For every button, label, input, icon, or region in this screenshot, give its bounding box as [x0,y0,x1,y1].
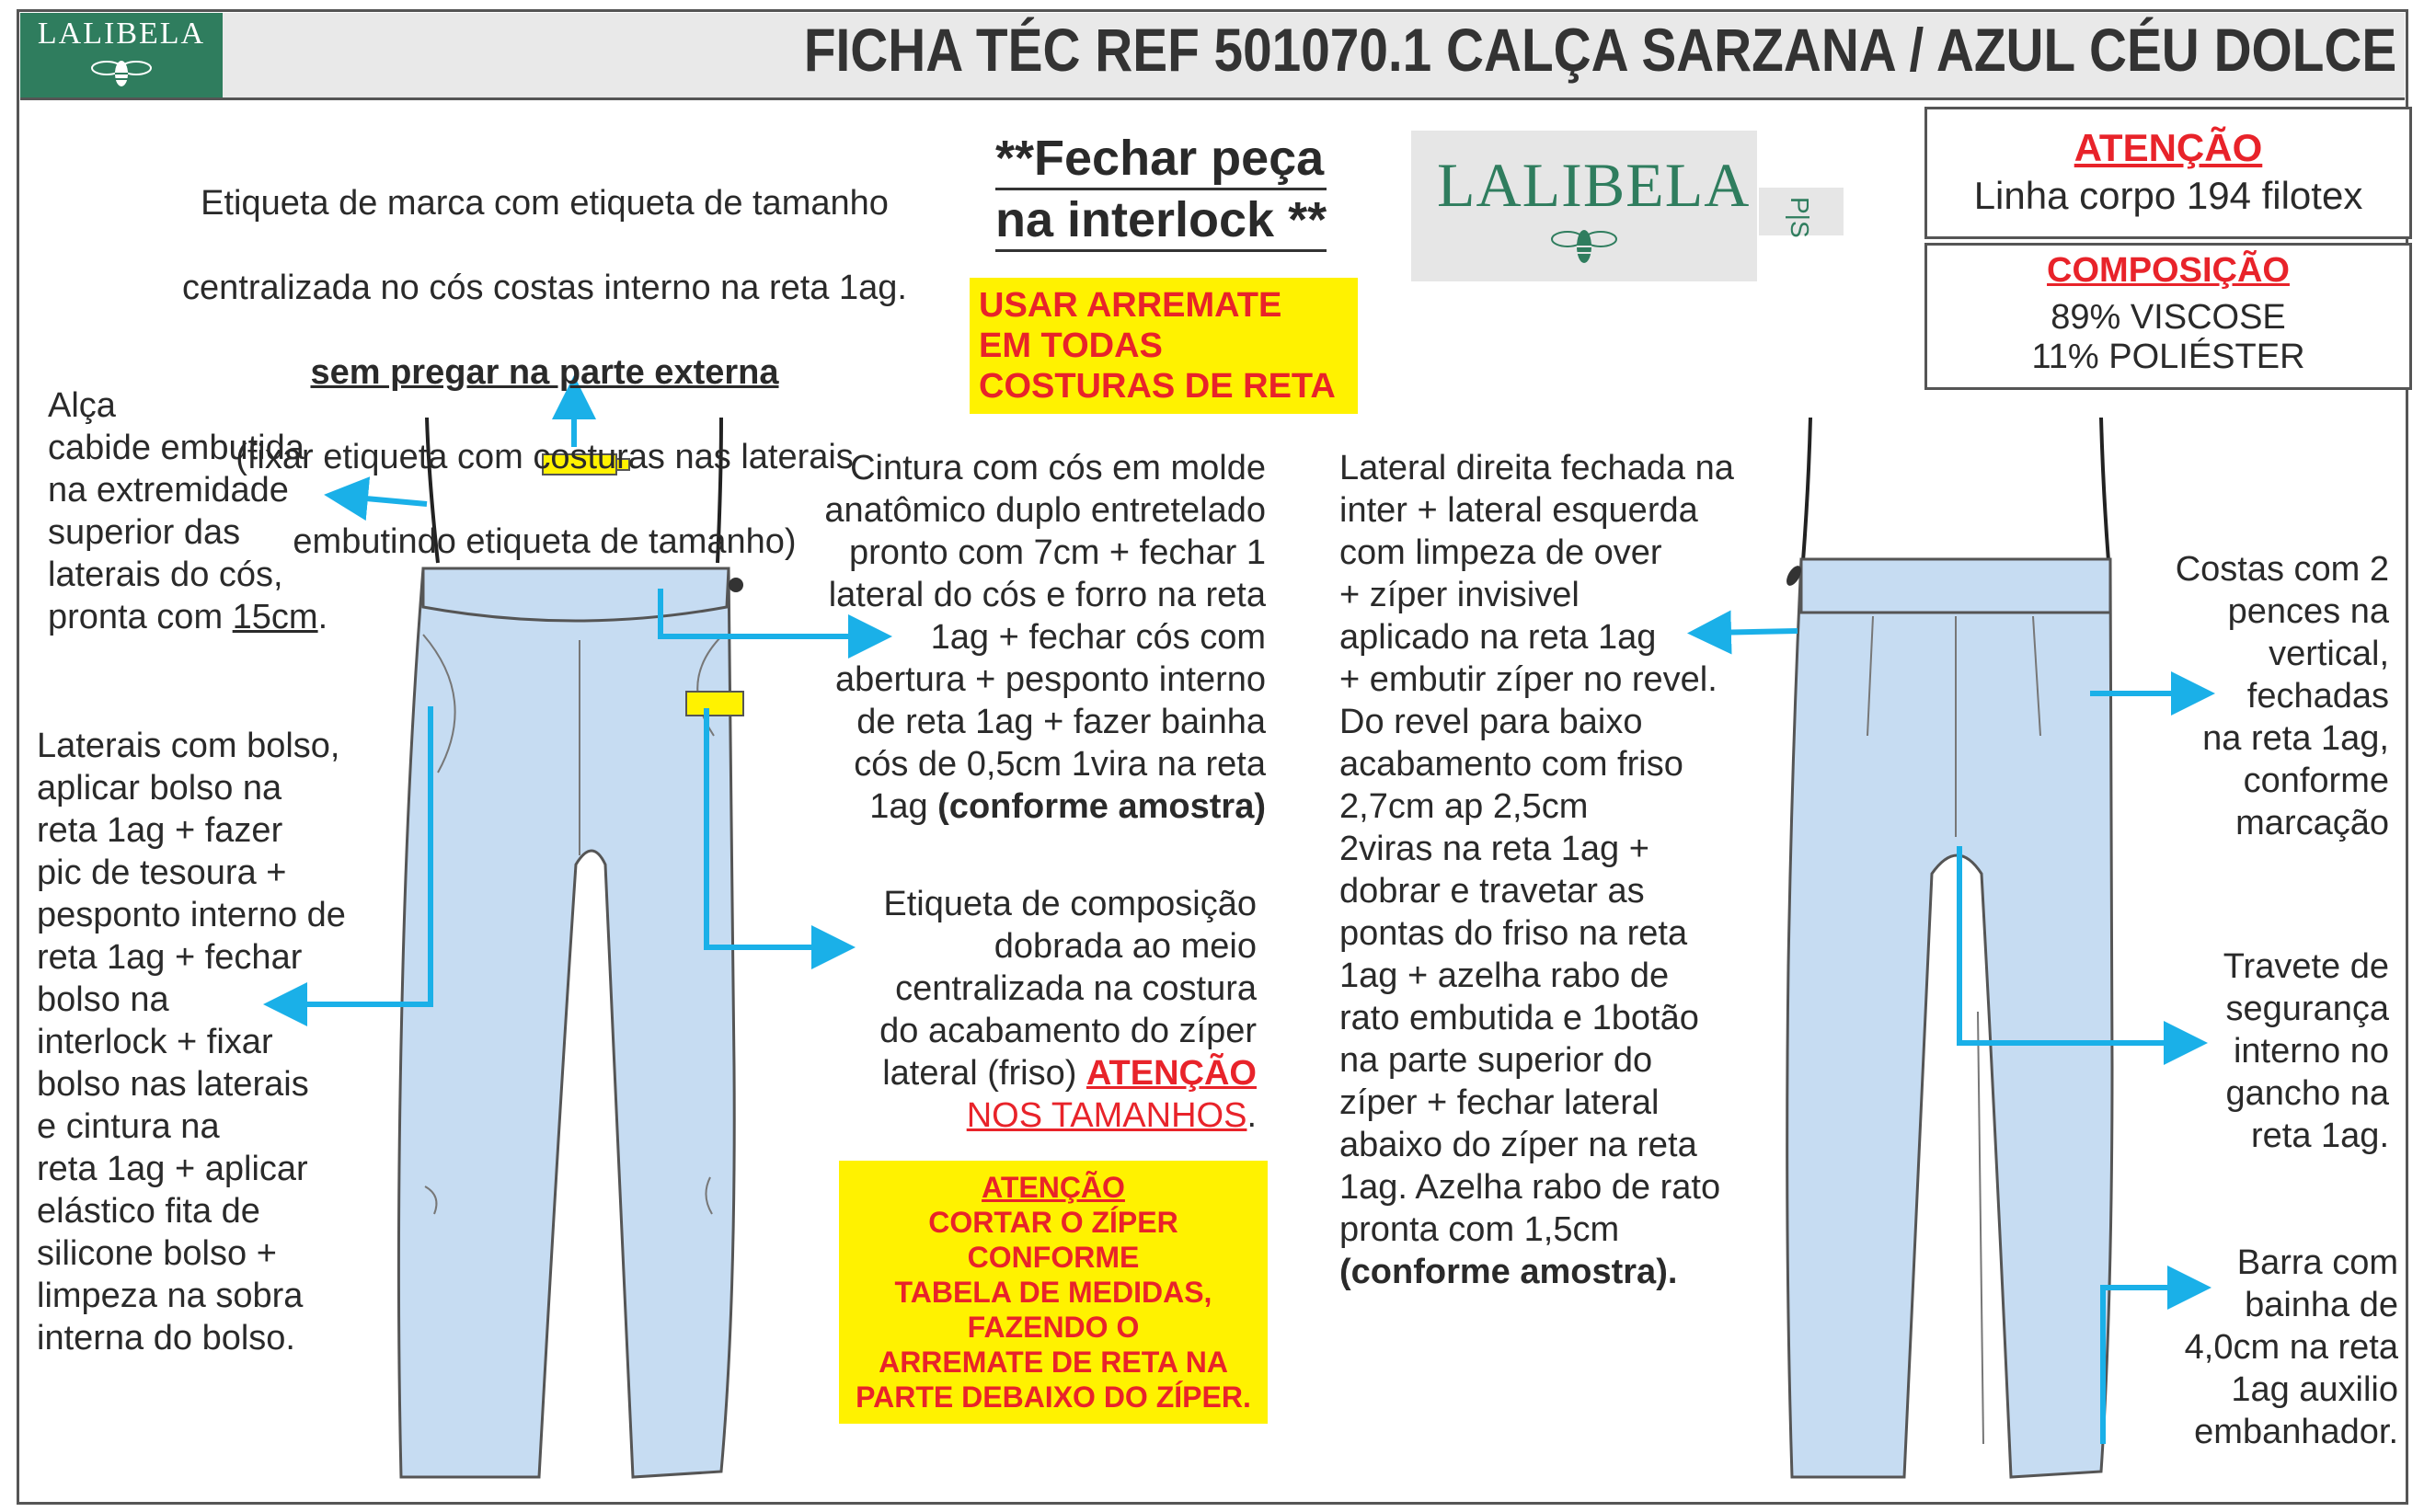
composition-box: COMPOSIÇÃO 89% VISCOSE 11% POLIÉSTER [1924,243,2412,390]
right-side-note: Lateral direita fechada na inter + lateral esquerda com limpeza de over + zíper invisivel aplicado na reta 1ag + embutir zíper no revel. Do revel para baixo acabamento com friso 2,7cm ap 2,5cm 2viras na reta 1ag + dobrar e travetar as pontas do friso na reta 1ag + azelha rabo de rato embutida e 1botão na parte superior do zíper + fechar lateral abaixo do zíper na reta 1ag. Azelha rabo de rato pronta com 1,5cm (conforme amostra). [1339,449,1734,1291]
page-title: FICHA TÉC REF 501070.1 CALÇA SARZANA / AZUL CÉU DOLCE [803,16,2396,84]
back-pants [1784,418,2112,1477]
brand-tag: LALIBELA [1411,131,1757,281]
composition-label-note: Etiqueta de composição dobrada ao meio centralizada na costura do acabamento do zíper lateral (friso) ATENÇÃO NOS TAMANHOS. [879,885,1257,1135]
brand-logo-text: LALIBELA [37,17,206,51]
zipper-warning-box: ATENÇÃO CORTAR O ZÍPER CONFORME TABELA DE MEDIDAS, FAZENDO O ARREMATE DE RETA NA PARTE DEBAIXO DO ZÍPER. [839,1161,1268,1424]
finish-warning-box: USAR ARREMATE EM TODAS COSTURAS DE RETA [970,278,1358,414]
close-piece-note: **Fechar peça na interlock ** [995,129,1327,252]
side-pockets-note: Laterais com bolso, aplicar bolso na reta 1ag + fazer pic de tesoura + pesponto interno de reta 1ag + fechar bolso na interlock + fixar bolso nas laterais e cintura na reta 1ag + aplicar elástico fita de silicone bolso + limpeza na sobra interna do bolso. [37,727,346,1357]
attention-box: ATENÇÃO Linha corpo 194 filotex [1924,107,2412,239]
bee-icon [1547,223,1621,269]
hem-note: Barra com bainha de 4,0cm na reta 1ag auxilio embanhador. [2184,1243,2398,1451]
waistband-note: Cintura com cós em molde anatômico duplo entretelado pronto com 7cm + fechar 1 lateral do cós e forro na reta 1ag + fechar cós com abertura + pesponto interno de reta 1ag + fazer bainha cós de 0,5cm 1vira na reta 1ag (conforme amostra) [824,449,1266,826]
back-darts-note: Costas com 2 pences na vertical, fechadas na reta 1ag, conforme marcação [2175,550,2389,842]
brand-label-note: Etiqueta de marca com etiqueta de tamanho centralizada no cós costas interno na reta 1ag. sem pregar na parte externa (fixar etiqueta com costuras nas laterais embutindo etiqueta de tamanho) [182,184,907,561]
size-tag-ps: P|S [1759,188,1844,235]
bartack-note: Travete de segurança interno no gancho na reta 1ag. [2223,947,2389,1155]
hanger-note: Alça cabide embutida na extremidade superior das laterais do cós, pronta com 15cm. [48,386,328,636]
